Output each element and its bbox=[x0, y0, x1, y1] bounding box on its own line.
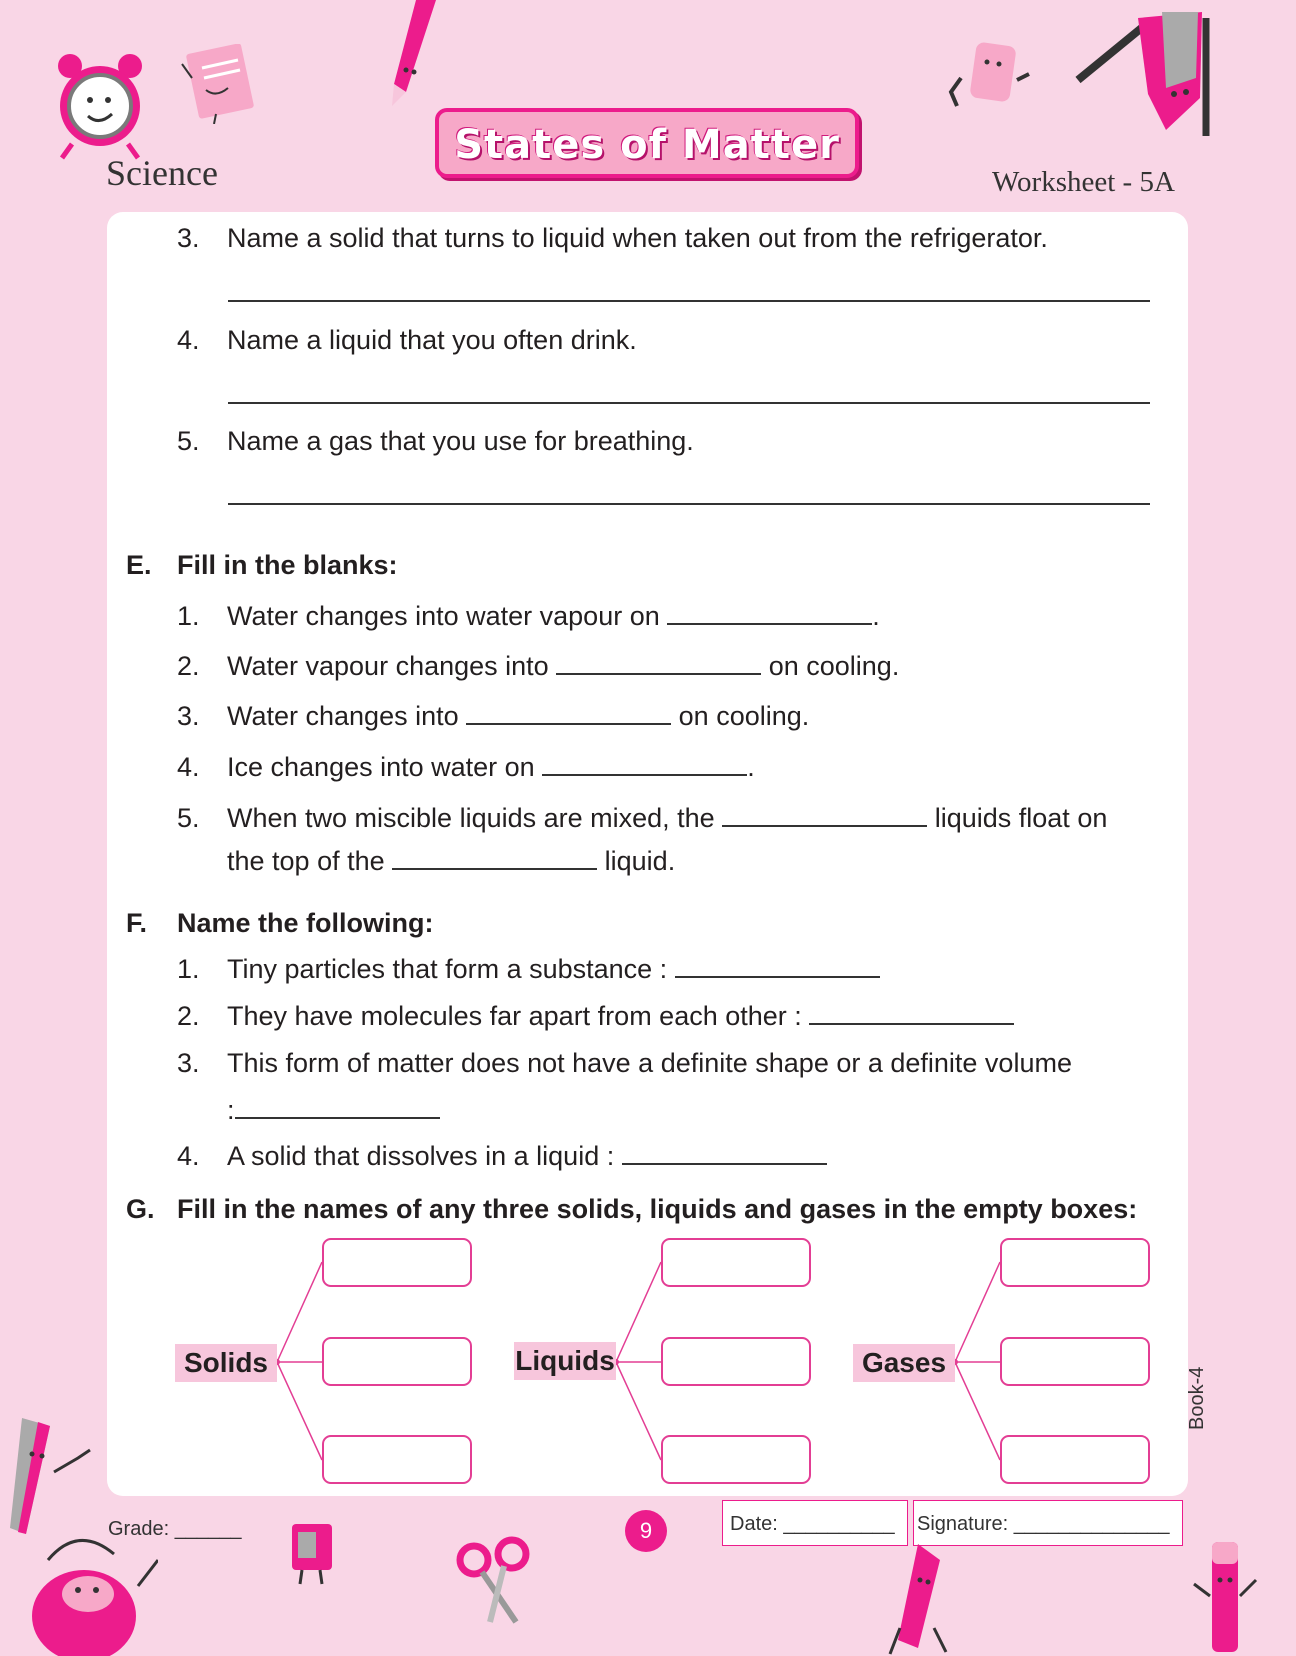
subject-label: Science bbox=[106, 153, 218, 193]
item-number: 2. bbox=[177, 1001, 200, 1031]
gas-answer-box[interactable] bbox=[1000, 1337, 1150, 1386]
item-number: 1. bbox=[177, 601, 200, 631]
item-text: Water vapour changes into bbox=[227, 651, 549, 681]
item-number: 2. bbox=[177, 651, 200, 681]
item-text: Tiny particles that form a substance : bbox=[227, 954, 668, 984]
item-text: Water changes into bbox=[227, 701, 459, 731]
item-text-after: on cooling. bbox=[768, 651, 900, 681]
section-letter: F. bbox=[126, 908, 148, 938]
item-text: : bbox=[227, 1095, 235, 1125]
item-text-after: liquid. bbox=[604, 846, 676, 876]
signature-field: Signature: ______________ bbox=[917, 1513, 1170, 1535]
section-heading: Fill in the blanks: bbox=[177, 550, 398, 580]
section-heading: Fill in the names of any three solids, liquids and gases in the empty boxes: bbox=[177, 1194, 1138, 1224]
item-number: 1. bbox=[177, 954, 200, 984]
item-text: the top of the bbox=[227, 846, 385, 876]
page-number: 9 bbox=[625, 1510, 667, 1552]
sharpener-icon bbox=[284, 1518, 344, 1588]
category-liquids: Liquids bbox=[514, 1342, 616, 1380]
book-label: Book-4 bbox=[1186, 1366, 1208, 1430]
item-text: Ice changes into water on bbox=[227, 752, 535, 782]
item-text: A solid that dissolves in a liquid : bbox=[227, 1141, 615, 1171]
category-solids: Solids bbox=[175, 1344, 277, 1382]
liquid-answer-box[interactable] bbox=[661, 1238, 811, 1287]
name-item: This form of matter does not have a definite shape or a definite volume bbox=[227, 1048, 1072, 1078]
question-text: Name a liquid that you often drink. bbox=[227, 325, 637, 355]
liquid-answer-box[interactable] bbox=[661, 1435, 811, 1484]
solid-answer-box[interactable] bbox=[322, 1238, 472, 1287]
item-number: 3. bbox=[177, 701, 200, 731]
item-text-after: . bbox=[872, 601, 880, 631]
pen-character-icon bbox=[1190, 1536, 1260, 1656]
question-text: Name a solid that turns to liquid when taken out from the refrigerator. bbox=[227, 223, 1048, 253]
item-number: 5. bbox=[177, 803, 200, 833]
item-text: They have molecules far apart from each other : bbox=[227, 1001, 802, 1031]
item-number: 4. bbox=[177, 1141, 200, 1171]
question-number: 5. bbox=[177, 426, 200, 456]
item-text-after: . bbox=[747, 752, 755, 782]
grade-field[interactable]: Grade: ______ bbox=[108, 1518, 242, 1540]
solid-answer-box[interactable] bbox=[322, 1337, 472, 1386]
section-letter: G. bbox=[126, 1194, 155, 1224]
category-gases: Gases bbox=[853, 1344, 955, 1382]
item-text: Water changes into water vapour on bbox=[227, 601, 660, 631]
scissors-icon bbox=[456, 1536, 536, 1626]
item-number: 3. bbox=[177, 1048, 200, 1078]
item-text: When two miscible liquids are mixed, the bbox=[227, 803, 715, 833]
section-letter: E. bbox=[126, 550, 152, 580]
page-title: States of Matter bbox=[454, 122, 840, 168]
date-box[interactable] bbox=[722, 1500, 908, 1546]
question-text: Name a gas that you use for breathing. bbox=[227, 426, 694, 456]
section-heading: Name the following: bbox=[177, 908, 434, 938]
date-field: Date: __________ bbox=[730, 1513, 895, 1535]
question-number: 3. bbox=[177, 223, 200, 253]
item-text-after: on cooling. bbox=[678, 701, 810, 731]
gas-answer-box[interactable] bbox=[1000, 1435, 1150, 1484]
gas-answer-box[interactable] bbox=[1000, 1238, 1150, 1287]
liquid-answer-box[interactable] bbox=[661, 1337, 811, 1386]
solid-answer-box[interactable] bbox=[322, 1435, 472, 1484]
item-text-after: liquids float on bbox=[934, 803, 1108, 833]
worksheet-label: Worksheet - 5A bbox=[992, 166, 1175, 198]
item-number: 4. bbox=[177, 752, 200, 782]
crayon-character-icon bbox=[884, 1544, 964, 1656]
signature-box[interactable] bbox=[913, 1500, 1183, 1546]
question-number: 4. bbox=[177, 325, 200, 355]
backpack-icon bbox=[18, 1520, 158, 1656]
